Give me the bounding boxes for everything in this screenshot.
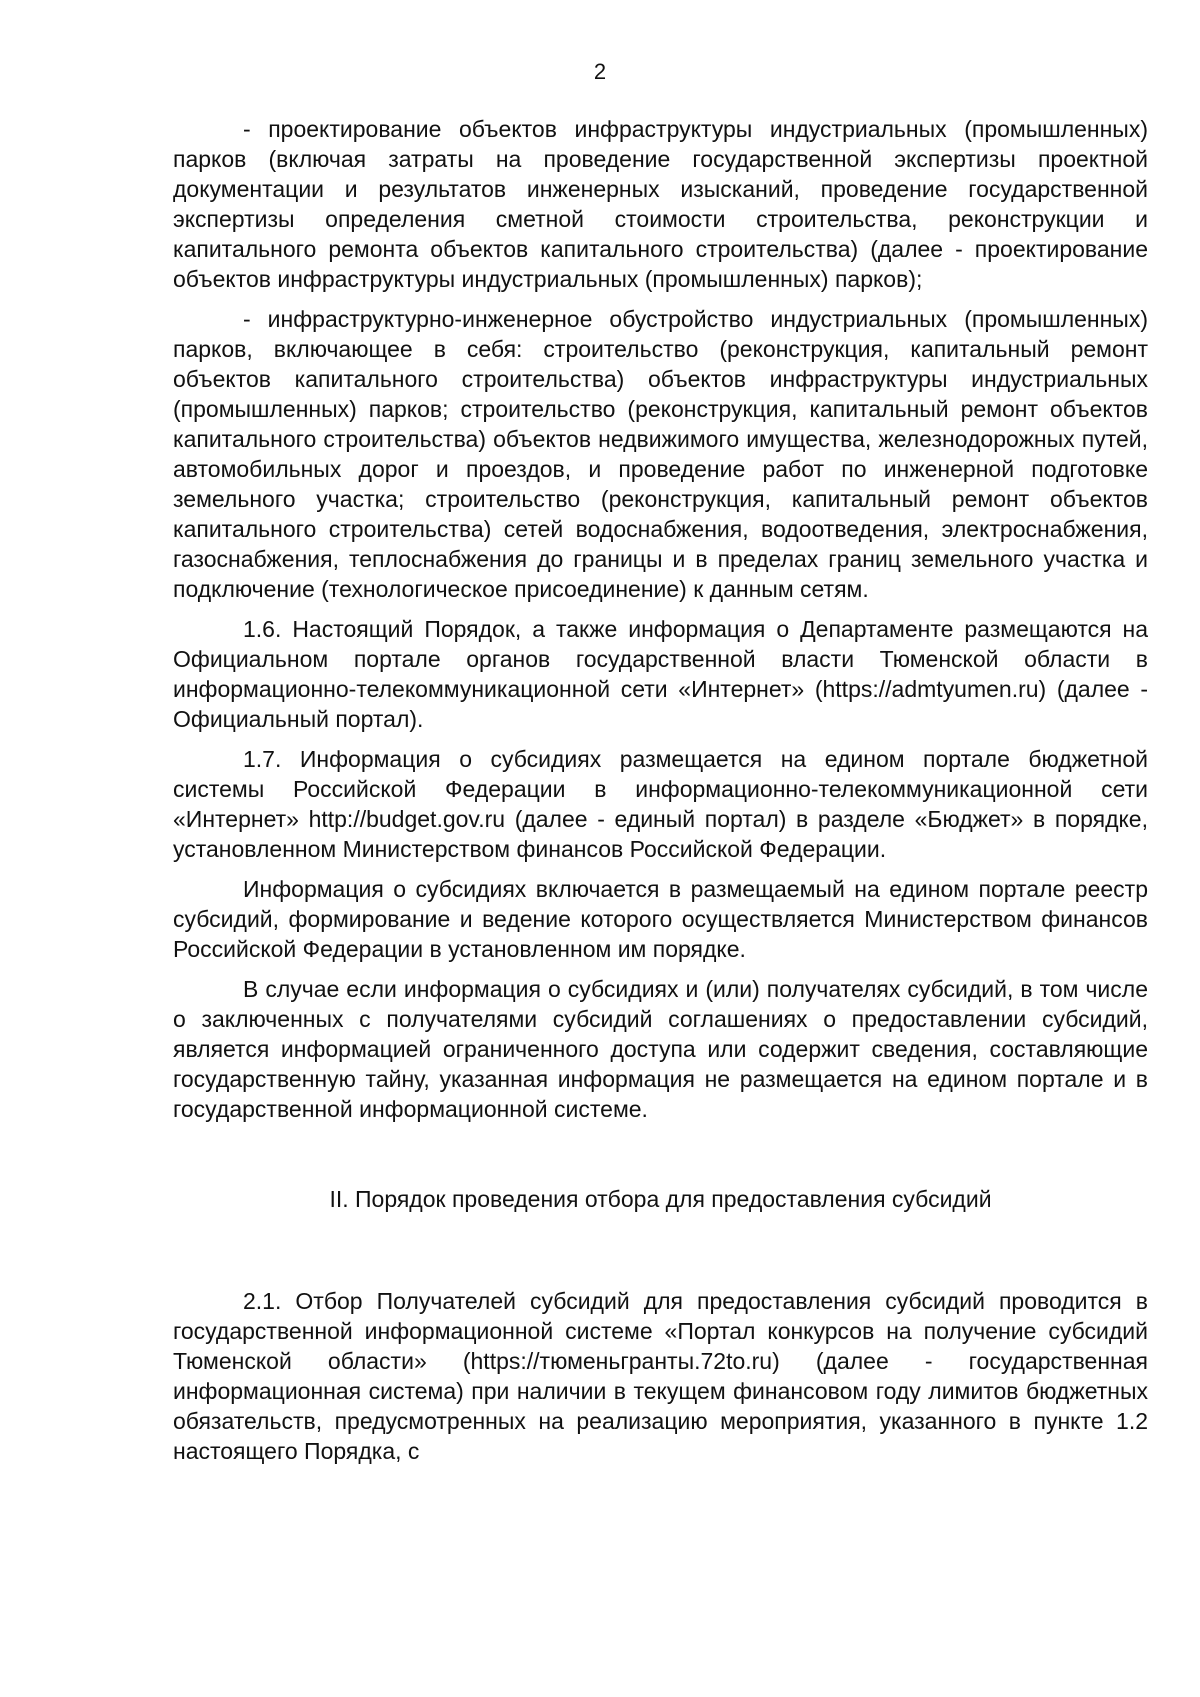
paragraph-subsidy-registry: Информация о субсидиях включается в размещаемый на едином портале реестр субсидий, формирование и ведение которого осуществляется Министерством финансов Российской Федерации в установленном им порядке.	[173, 876, 1148, 962]
paragraph-1-7: 1.7. Информация о субсидиях размещается на едином портале бюджетной системы Российской Федерации в информационно-телекоммуникационной сети «Интернет» http://budget.gov.ru (далее - единый портал) в разделе «Бюджет» в порядке, установленном Министерством финансов Российской Федерации.	[173, 746, 1148, 862]
paragraph-infrastructure-design: - проектирование объектов инфраструктуры индустриальных (промышленных) парков (включая затраты на проведение государственной экспертизы проектной документации и результатов инженерных изысканий, проведение государственной экспертизы определения сметной стоимости строительства, реконструкции и капитального ремонта объектов капитального строительства) (далее - проектирование объектов инфраструктуры индустриальных (промышленных) парков);	[173, 116, 1148, 292]
document-body	[173, 114, 1148, 1476]
page-number: 2	[593, 59, 607, 84]
section-heading: II. Порядок проведения отбора для предоставления субсидий	[329, 1186, 992, 1212]
paragraph-2-1: 2.1. Отбор Получателей субсидий для предоставления субсидий проводится в государственной информационной системе «Портал конкурсов на получение субсидий Тюменской области» (https://тюменьгранты.72to.ru) (далее - государственная информационная система) при наличии в текущем финансовом году лимитов бюджетных обязательств, предусмотренных на реализацию мероприятия, указанного в пункте 1.2 настоящего Порядка, с	[173, 1288, 1148, 1464]
paragraph-restricted-information: В случае если информация о субсидиях и (или) получателях субсидий, в том числе о заключенных с получателями субсидий соглашениях о предоставлении субсидий, является информацией ограниченного доступа или содержит сведения, составляющие государственную тайну, указанная информация не размещается на едином портале и в государственной информационной системе.	[173, 976, 1148, 1122]
paragraph-infrastructure-engineering: - инфраструктурно-инженерное обустройство индустриальных (промышленных) парков, включающее в себя: строительство (реконструкция, капитальный ремонт объектов капитального строительства) объектов инфраструктуры индустриальных (промышленных) парков; строительство (реконструкция, капитальный ремонт объектов капитального строительства) объектов недвижимого имущества, железнодорожных путей, автомобильных дорог и проездов, и проведение работ по инженерной подготовке земельного участка; строительство (реконструкция, капитальный ремонт объектов капитального строительства) сетей водоснабжения, водоотведения, электроснабжения, газоснабжения, теплоснабжения до границы и в пределах границ земельного участка и подключение (технологическое присоединение) к данным сетям.	[173, 306, 1148, 602]
paragraph-1-6: 1.6. Настоящий Порядок, а также информация о Департаменте размещаются на Официальном портале органов государственной власти Тюменской области в информационно-телекоммуникационной сети «Интернет» (https://admtyumen.ru) (далее - Официальный портал).	[173, 616, 1148, 732]
